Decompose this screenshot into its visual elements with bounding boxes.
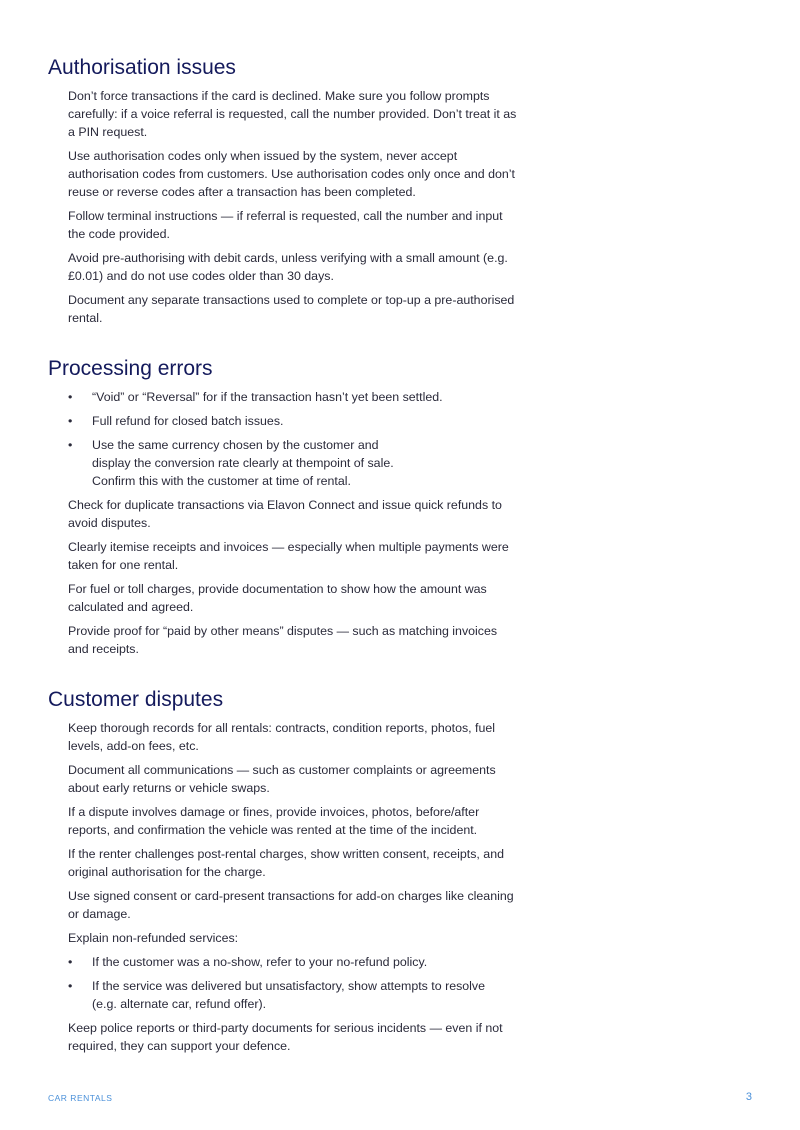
bullet-item: [68, 412, 518, 430]
section-customer-disputes: [48, 687, 518, 1061]
footer-label: CAR RENTALS: [48, 1093, 113, 1103]
bullet-icon: •: [68, 955, 73, 969]
paragraph: Use signed consent or card-present transactions for add-on charges like cleaning or damage.: [68, 889, 514, 921]
bullet-item: [68, 388, 518, 406]
section-heading: Authorisation issues: [48, 56, 236, 79]
paragraph: For fuel or toll charges, provide documentation to show how the amount was calculated and agreed.: [68, 582, 487, 614]
bullet-item: [68, 953, 518, 971]
paragraph: Document all communications — such as customer complaints or agreements about early returns or vehicle swaps.: [68, 763, 496, 795]
paragraph: Document any separate transactions used to complete or top-up a pre-authorised rental.: [68, 293, 515, 325]
section-heading: Processing errors: [48, 357, 213, 380]
bullet-text: Full refund for closed batch issues.: [92, 414, 284, 428]
bullet-icon: •: [68, 414, 73, 428]
bullet-text: Use the same currency chosen by the customer and display the conversion rate clearly at thempoint of sale. Confirm this with the customer at time of rental.: [92, 438, 394, 488]
bullet-icon: •: [68, 438, 73, 452]
paragraph: Use authorisation codes only when issued by the system, never accept authorisation codes from customers. Use authorisation codes only once and don’t reuse or reverse codes after a transaction has been completed.: [68, 149, 516, 199]
bullet-icon: •: [68, 390, 73, 404]
bullet-item: [68, 977, 518, 1013]
bullet-item: [68, 436, 518, 490]
bullet-text: “Void” or “Reversal” for if the transaction hasn’t yet been settled.: [92, 390, 443, 404]
section-heading: Customer disputes: [48, 688, 224, 711]
bullet-icon: •: [68, 979, 73, 993]
paragraph: Clearly itemise receipts and invoices — especially when multiple payments were taken for one rental.: [68, 540, 509, 572]
bullet-text: If the customer was a no-show, refer to your no-refund policy.: [92, 955, 428, 969]
section-authorisation-issues: [48, 55, 518, 333]
bullet-list: [68, 953, 518, 1013]
paragraph: Keep thorough records for all rentals: contracts, condition reports, photos, fuel levels, add-on fees, etc.: [68, 721, 496, 753]
paragraph: If a dispute involves damage or fines, provide invoices, photos, before/after reports, and confirmation the vehicle was rented at the time of the incident.: [68, 805, 480, 837]
paragraph: Explain non-refunded services:: [68, 931, 239, 945]
paragraph: Keep police reports or third-party documents for serious incidents — even if not required, they can support your defence.: [68, 1021, 503, 1053]
bullet-text: If the service was delivered but unsatisfactory, show attempts to resolve (e.g. alternate car, refund offer).: [92, 979, 486, 1011]
paragraph: Follow terminal instructions — if referral is requested, call the number and input the code provided.: [68, 209, 503, 241]
paragraph: Avoid pre-authorising with debit cards, unless verifying with a small amount (e.g. £0.01) and do not use codes older than 30 days.: [68, 251, 508, 283]
page-number: 3: [745, 1091, 752, 1103]
paragraph: Don’t force transactions if the card is declined. Make sure you follow prompts carefully: if a voice referral is requested, call the number provided. Don’t treat it as a PIN request.: [68, 89, 517, 139]
paragraph: Provide proof for “paid by other means” disputes — such as matching invoices and receipts.: [68, 624, 498, 656]
section-processing-errors: [48, 356, 518, 664]
paragraph: Check for duplicate transactions via Elavon Connect and issue quick refunds to avoid disputes.: [68, 498, 502, 530]
bullet-list: [68, 388, 518, 490]
paragraph: If the renter challenges post-rental charges, show written consent, receipts, and original authorisation for the charge.: [68, 847, 504, 879]
